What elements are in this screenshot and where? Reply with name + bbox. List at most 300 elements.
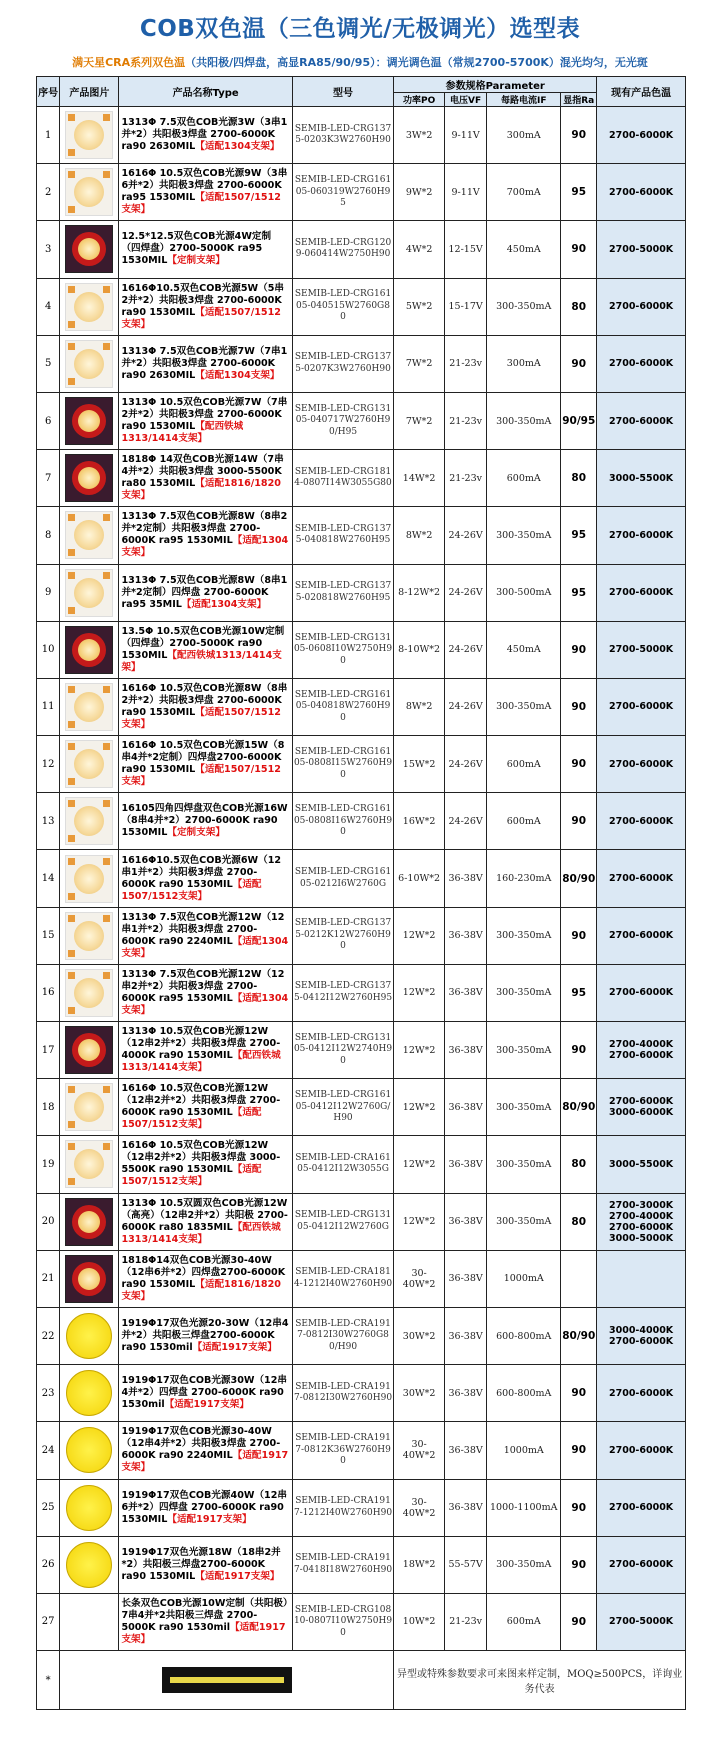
row-voltage: 15-17V [444, 278, 486, 335]
row-temp: 2700-5000K [597, 621, 686, 678]
row-power: 4W*2 [394, 221, 445, 278]
row-model: SEMIB-LED-CRA1917-0812K36W2760H90 [292, 1422, 393, 1479]
row-temp: 2700-6000K [597, 278, 686, 335]
row-temp: 2700-6000K [597, 164, 686, 221]
row-voltage: 36-38V [444, 1079, 486, 1136]
row-image [60, 392, 119, 449]
row-power: 12W*2 [394, 907, 445, 964]
row-current: 300-350mA [487, 1193, 561, 1250]
row-index: 16 [37, 964, 60, 1021]
table-row [37, 850, 686, 907]
row-name [119, 1250, 292, 1307]
row-voltage: 12-15V [444, 221, 486, 278]
row-name-text: 16105四角四焊盘双色COB光源16W（8串4并*2）2700-6000K ra90 1530MIL [121, 803, 288, 839]
row-voltage: 36-38V [444, 1479, 486, 1536]
row-name-tag: 【适配1507/1512支架】 [121, 1107, 262, 1131]
table-row [37, 1022, 686, 1079]
header-power: 功率PO [394, 93, 445, 107]
row-current: 450mA [487, 621, 561, 678]
cob-dark-thumbnail [65, 1026, 113, 1074]
row-voltage: 36-38V [444, 1136, 486, 1193]
row-power: 16W*2 [394, 793, 445, 850]
row-index: 20 [37, 1193, 60, 1250]
row-temp: 2700-3000K 2700-4000K 2700-6000K 3000-5000K [597, 1193, 686, 1250]
row-ra: 90 [561, 678, 597, 735]
row-ra: 80 [561, 1136, 597, 1193]
row-image [60, 1136, 119, 1193]
row-index: 6 [37, 392, 60, 449]
row-image [60, 907, 119, 964]
row-model: SEMIB-LED-CRG16105-040515W2760G80 [292, 278, 393, 335]
header-current: 每路电流IF [487, 93, 561, 107]
row-name-text: 1919Φ17双色COB光源30-40W（12串4并*2）共阳极3焊盘 2700-6000K ra90 2240MIL [121, 1426, 281, 1462]
row-model: SEMIB-LED-CRG16105-0808I16W2760H90 [292, 793, 393, 850]
row-index: 22 [37, 1307, 60, 1364]
row-index: 5 [37, 335, 60, 392]
row-current: 300-350mA [487, 1536, 561, 1593]
row-current: 600mA [487, 1593, 561, 1650]
row-name-text: 1616Φ 10.5双色COB光源12W（12串2并*2）共阳极3焊盘 3000-5500K ra90 1530MIL [121, 1140, 281, 1176]
row-power: 12W*2 [394, 964, 445, 1021]
row-ra: 95 [561, 507, 597, 564]
row-power: 3W*2 [394, 107, 445, 164]
custom-image [60, 1651, 394, 1710]
cob-white-thumbnail [65, 969, 113, 1017]
cob-dark-thumbnail [65, 626, 113, 674]
row-name [119, 850, 292, 907]
row-temp: 2700-6000K [597, 1365, 686, 1422]
row-ra: 90 [561, 1593, 597, 1650]
cob-yellow-thumbnail [64, 1540, 114, 1590]
row-image [60, 1422, 119, 1479]
row-ra: 90 [561, 907, 597, 964]
row-model: SEMIB-LED-CRG1375-0207K3W2760H90 [292, 335, 393, 392]
row-current: 1000mA [487, 1250, 561, 1307]
row-power: 12W*2 [394, 1022, 445, 1079]
row-model: SEMIB-LED-CRA1917-1212I40W2760H90 [292, 1479, 393, 1536]
row-name-tag: 【适配1816/1820支架】 [121, 478, 281, 502]
row-ra: 90 [561, 1479, 597, 1536]
row-image [60, 850, 119, 907]
row-model: SEMIB-LED-CRG16105-0412I12W2760G/H90 [292, 1079, 393, 1136]
row-image [60, 1079, 119, 1136]
row-power: 30W*2 [394, 1365, 445, 1422]
row-voltage: 36-38V [444, 1193, 486, 1250]
row-name [119, 164, 292, 221]
row-name [119, 392, 292, 449]
row-power: 30W*2 [394, 1307, 445, 1364]
row-model: SEMIB-LED-CRG1375-040818W2760H95 [292, 507, 393, 564]
table-row [37, 507, 686, 564]
row-model: SEMIB-LED-CRG16105-0212I6W2760G [292, 850, 393, 907]
row-index: 25 [37, 1479, 60, 1536]
row-ra: 80 [561, 1193, 597, 1250]
row-model: SEMIB-LED-CRA1917-0418I18W2760H90 [292, 1536, 393, 1593]
row-power: 8-10W*2 [394, 621, 445, 678]
row-model: SEMIB-LED-CRG13105-0608I10W2750H90 [292, 621, 393, 678]
row-power: 14W*2 [394, 450, 445, 507]
row-current: 1000mA [487, 1422, 561, 1479]
row-name-text: 1616Φ 10.5双色COB光源8W（8串2并*2）共阳极3焊盘 2700-6000K ra90 1530MIL [121, 682, 288, 718]
row-ra: 90/95 [561, 392, 597, 449]
row-power: 30-40W*2 [394, 1479, 445, 1536]
row-temp: 2700-6000K [597, 1422, 686, 1479]
table-row [37, 1593, 686, 1650]
row-image [60, 1365, 119, 1422]
row-voltage: 36-38V [444, 1365, 486, 1422]
row-current: 600-800mA [487, 1307, 561, 1364]
row-name-text: 1313Φ 10.5双色COB光源12W（12串2并*2）共阳极3焊盘 2700-4000K ra90 1530MIL [121, 1026, 281, 1062]
row-temp: 3000-4000K 2700-6000K [597, 1307, 686, 1364]
row-current: 600mA [487, 793, 561, 850]
row-temp: 2700-6000K [597, 107, 686, 164]
row-current: 300-350mA [487, 1136, 561, 1193]
row-name-text: 1616Φ 10.5双色COB光源15W（8串4并*2定制）四焊盘2700-6000K ra90 1530MIL [121, 740, 285, 776]
row-image [60, 221, 119, 278]
table-row [37, 678, 686, 735]
table-body [37, 107, 686, 1710]
row-ra: 90 [561, 736, 597, 793]
header-image: 产品图片 [60, 77, 119, 107]
row-temp: 2700-6000K [597, 964, 686, 1021]
row-index: 15 [37, 907, 60, 964]
row-index: 21 [37, 1250, 60, 1307]
row-power: 10W*2 [394, 1593, 445, 1650]
cob-white-thumbnail [65, 168, 113, 216]
row-model: SEMIB-LED-CRG13105-0412I12W2740H90 [292, 1022, 393, 1079]
cob-dark-thumbnail [65, 454, 113, 502]
row-name [119, 1079, 292, 1136]
row-index: 1 [37, 107, 60, 164]
row-current: 300-350mA [487, 678, 561, 735]
row-model: SEMIB-LED-CRG13105-0412I12W2760G [292, 1193, 393, 1250]
row-model: SEMIB-LED-CRG16105-0808I15W2760H90 [292, 736, 393, 793]
row-index: 24 [37, 1422, 60, 1479]
row-name-text: 1616Φ10.5双色COB光源6W（12串1并*2）共阳极3焊盘 2700-6000K ra90 1530MIL [121, 854, 282, 890]
row-image [60, 507, 119, 564]
row-power: 5W*2 [394, 278, 445, 335]
row-image [60, 564, 119, 621]
row-name [119, 1136, 292, 1193]
table-row [37, 1536, 686, 1593]
table-row-custom [37, 1651, 686, 1710]
row-temp: 2700-6000K [597, 736, 686, 793]
row-name-tag: 【配西铁城1313/1414支架】 [121, 649, 282, 673]
table-row [37, 335, 686, 392]
row-current: 300-350mA [487, 1079, 561, 1136]
row-name [119, 1022, 292, 1079]
row-ra: 80/90 [561, 850, 597, 907]
header-ra: 显指Ra [561, 93, 597, 107]
cob-white-thumbnail [65, 340, 113, 388]
cob-white-thumbnail [65, 511, 113, 559]
row-ra: 80 [561, 278, 597, 335]
row-power: 18W*2 [394, 1536, 445, 1593]
row-temp: 2700-6000K [597, 678, 686, 735]
page-subtitle [0, 54, 720, 70]
row-voltage: 36-38V [444, 1250, 486, 1307]
row-ra: 90 [561, 621, 597, 678]
table-row [37, 450, 686, 507]
cob-white-thumbnail [65, 797, 113, 845]
row-power: 7W*2 [394, 335, 445, 392]
row-ra: 90 [561, 1422, 597, 1479]
selection-table [36, 76, 686, 1710]
row-temp: 2700-6000K [597, 564, 686, 621]
row-model: SEMIB-LED-CRG1375-0212K12W2760H90 [292, 907, 393, 964]
row-temp: 2700-6000K [597, 1536, 686, 1593]
row-power: 6-10W*2 [394, 850, 445, 907]
table-row [37, 564, 686, 621]
row-power: 8W*2 [394, 678, 445, 735]
row-ra [561, 1250, 597, 1307]
row-name [119, 793, 292, 850]
row-name [119, 278, 292, 335]
table-row [37, 793, 686, 850]
table-row [37, 736, 686, 793]
row-index: 9 [37, 564, 60, 621]
row-voltage: 24-26V [444, 678, 486, 735]
row-index: 14 [37, 850, 60, 907]
row-ra: 95 [561, 164, 597, 221]
row-ra: 90 [561, 1365, 597, 1422]
row-image [60, 1479, 119, 1536]
header-model: 型号 [292, 77, 393, 107]
row-current: 700mA [487, 164, 561, 221]
row-name [119, 450, 292, 507]
led-strip-thumbnail [162, 1667, 292, 1693]
cob-white-thumbnail [65, 1140, 113, 1188]
row-voltage: 9-11V [444, 164, 486, 221]
row-power: 30-40W*2 [394, 1422, 445, 1479]
row-model: SEMIB-LED-CRG1209-060414W2750H90 [292, 221, 393, 278]
row-ra: 90 [561, 221, 597, 278]
row-name-text: 1818Φ14双色COB光源30-40W（12串6并*2）四焊盘2700-6000K ra90 1530MIL [121, 1254, 286, 1290]
row-name-tag: 【适配1304支架】 [181, 598, 267, 610]
row-name-tag: 【适配1917支架】 [121, 1450, 289, 1474]
row-name [119, 107, 292, 164]
row-name [119, 621, 292, 678]
row-name-text: 13.5Φ 10.5双色COB光源10W定制（四焊盘）2700-5000K ra90 1530MIL [121, 625, 285, 661]
row-name-tag: 【适配1917支架】 [195, 1570, 280, 1582]
row-current: 600-800mA [487, 1365, 561, 1422]
row-voltage: 9-11V [444, 107, 486, 164]
row-temp: 2700-6000K [597, 392, 686, 449]
table-row [37, 1307, 686, 1364]
row-temp: 2700-6000K 3000-6000K [597, 1079, 686, 1136]
row-ra: 90 [561, 107, 597, 164]
row-name [119, 507, 292, 564]
row-voltage: 24-26V [444, 564, 486, 621]
row-name-tag: 【适配1507/1512支架】 [121, 878, 262, 902]
custom-index: * [37, 1651, 60, 1710]
row-model: SEMIB-LED-CRG1375-020818W2760H95 [292, 564, 393, 621]
table-row [37, 107, 686, 164]
row-name-text: 1616Φ 10.5双色COB光源12W（12串2并*2）共阳极3焊盘 2700-6000K ra90 1530MIL [121, 1083, 281, 1119]
row-ra: 80/90 [561, 1307, 597, 1364]
row-model: SEMIB-LED-CRG16105-060319W2760H95 [292, 164, 393, 221]
header-index: 序号 [37, 77, 60, 107]
row-image [60, 793, 119, 850]
table-row [37, 164, 686, 221]
row-model: SEMIB-LED-CRG1375-0412I12W2760H95 [292, 964, 393, 1021]
row-model: SEMIB-LED-CRA1814-1212I40W2760H90 [292, 1250, 393, 1307]
row-name [119, 1536, 292, 1593]
row-power: 7W*2 [394, 392, 445, 449]
row-current: 300-350mA [487, 1022, 561, 1079]
row-ra: 95 [561, 964, 597, 1021]
table-row [37, 221, 686, 278]
cob-white-thumbnail [65, 740, 113, 788]
table-row [37, 392, 686, 449]
row-image [60, 1250, 119, 1307]
row-ra: 90 [561, 793, 597, 850]
row-index: 10 [37, 621, 60, 678]
row-current: 600mA [487, 736, 561, 793]
cob-yellow-thumbnail [64, 1368, 114, 1418]
row-name-tag: 【定制支架】 [167, 255, 225, 267]
row-voltage: 21-23v [444, 335, 486, 392]
row-name [119, 221, 292, 278]
table-row [37, 1136, 686, 1193]
row-current: 300-350mA [487, 278, 561, 335]
custom-note: 异型或特殊参数要求可来图来样定制，MOQ≥500PCS，详询业务代表 [394, 1651, 686, 1710]
table-row [37, 1079, 686, 1136]
row-image [60, 1593, 119, 1650]
header-voltage: 电压VF [444, 93, 486, 107]
cob-white-thumbnail [65, 569, 113, 617]
row-current: 300mA [487, 335, 561, 392]
row-name-text: 1313Φ 7.5双色COB光源7W（7串1并*2）共阳极3焊盘 2700-6000K ra90 2630MIL [121, 345, 288, 381]
row-name-tag: 【适配1917支架】 [121, 1621, 286, 1645]
row-voltage: 36-38V [444, 1307, 486, 1364]
row-ra: 90 [561, 1022, 597, 1079]
row-name [119, 335, 292, 392]
row-voltage: 36-38V [444, 1022, 486, 1079]
cob-white-thumbnail [65, 1083, 113, 1131]
row-ra: 80/90 [561, 1079, 597, 1136]
row-temp: 2700-5000K [597, 1593, 686, 1650]
row-temp: 2700-6000K [597, 850, 686, 907]
row-index: 27 [37, 1593, 60, 1650]
cob-dark-thumbnail [65, 1255, 113, 1303]
subtitle-series: 满天星CRA系列双色温 [72, 56, 186, 69]
row-model: SEMIB-LED-CRA1917-0812I30W2760G80/H90 [292, 1307, 393, 1364]
row-current: 300-500mA [487, 564, 561, 621]
row-name-tag: 【适配1917支架】 [167, 1513, 252, 1525]
row-image [60, 621, 119, 678]
row-name [119, 678, 292, 735]
row-name-text: 1313Φ 7.5双色COB光源8W（8串2并*2定制）共阳极3焊盘 2700-6000K ra95 1530MIL [121, 511, 288, 547]
row-name-tag: 【适配1304支架】 [195, 141, 280, 153]
row-current: 300-350mA [487, 907, 561, 964]
cob-white-thumbnail [65, 111, 113, 159]
row-current: 300-350mA [487, 507, 561, 564]
row-index: 23 [37, 1365, 60, 1422]
row-image [60, 107, 119, 164]
cob-white-thumbnail [65, 855, 113, 903]
row-power: 12W*2 [394, 1079, 445, 1136]
row-name-tag: 【适配1917支架】 [164, 1399, 249, 1411]
row-name [119, 1193, 292, 1250]
row-image [60, 164, 119, 221]
row-temp: 2700-6000K [597, 335, 686, 392]
row-name-text: 1919Φ17双色COB光源30W（12串4并*2）四焊盘 2700-6000K ra90 1530mil [121, 1375, 287, 1411]
row-image [60, 278, 119, 335]
row-name-text: 1616Φ 10.5双色COB光源9W（3串6并*2）共阳极3焊盘 2700-6000K ra95 1530MIL [121, 168, 288, 204]
row-name [119, 1365, 292, 1422]
row-ra: 90 [561, 335, 597, 392]
cob-white-thumbnail [65, 912, 113, 960]
row-name-text: 1313Φ 7.5双色COB光源3W（3串1并*2）共阳极3焊盘 2700-6000K ra90 2630MIL [121, 117, 288, 153]
cob-dark-thumbnail [65, 225, 113, 273]
row-index: 4 [37, 278, 60, 335]
row-voltage: 24-26V [444, 507, 486, 564]
table-row [37, 1479, 686, 1536]
row-name-text: 1313Φ 10.5双圆双色COB光源12W（高亮）（12串2并*2）共阳极 2700-6000K ra80 1835MIL [121, 1197, 288, 1233]
row-name-text: 1818Φ 14双色COB光源14W（7串4并*2）共阳极3焊盘 3000-5500K ra80 1530MIL [121, 454, 284, 490]
row-name-tag: 【适配1507/1512支架】 [121, 764, 281, 788]
row-voltage: 21-23v [444, 450, 486, 507]
cob-yellow-thumbnail [64, 1425, 114, 1475]
table-row [37, 278, 686, 335]
row-current: 300mA [487, 107, 561, 164]
cob-white-thumbnail [65, 283, 113, 331]
row-index: 12 [37, 736, 60, 793]
row-image [60, 1022, 119, 1079]
row-index: 8 [37, 507, 60, 564]
row-name-tag: 【适配1304支架】 [195, 369, 280, 381]
row-voltage: 21-23v [444, 1593, 486, 1650]
cob-yellow-thumbnail [64, 1311, 114, 1361]
row-current: 300-350mA [487, 392, 561, 449]
row-current: 1000-1100mA [487, 1479, 561, 1536]
row-voltage: 36-38V [444, 907, 486, 964]
row-index: 26 [37, 1536, 60, 1593]
header-temp: 现有产品色温 [597, 77, 686, 107]
row-voltage: 55-57V [444, 1536, 486, 1593]
row-name-tag: 【适配1304支架】 [121, 935, 289, 959]
row-index: 11 [37, 678, 60, 735]
row-name [119, 1307, 292, 1364]
row-temp: 2700-6000K [597, 507, 686, 564]
row-image [60, 1307, 119, 1364]
table-row [37, 1193, 686, 1250]
cob-yellow-thumbnail [64, 1483, 114, 1533]
row-temp: 2700-6000K [597, 793, 686, 850]
row-temp: 2700-6000K [597, 1479, 686, 1536]
row-name-tag: 【适配1917支架】 [192, 1342, 277, 1354]
row-image [60, 1536, 119, 1593]
row-voltage: 24-26V [444, 736, 486, 793]
row-image [60, 736, 119, 793]
row-name-tag: 【适配1507/1512支架】 [121, 192, 281, 216]
row-voltage: 36-38V [444, 964, 486, 1021]
row-image [60, 964, 119, 1021]
row-name-text: 1313Φ 7.5双色COB光源12W（12串1并*2）共阳极3焊盘 2700-6000K ra90 2240MIL [121, 911, 285, 947]
row-model: SEMIB-LED-CRG10810-0807I10W2750H90 [292, 1593, 393, 1650]
page-title: COB双色温（三色调光/无极调光）选型表 [139, 16, 581, 42]
row-name-tag: 【适配1304支架】 [121, 535, 289, 559]
row-name-text: 1919Φ17双色光源20-30W（12串4并*2）共阳极三焊盘2700-6000K ra90 1530mil [121, 1318, 289, 1354]
row-name-tag: 【适配1816/1820支架】 [121, 1278, 281, 1302]
row-voltage: 24-26V [444, 793, 486, 850]
row-power: 9W*2 [394, 164, 445, 221]
table-row [37, 1250, 686, 1307]
table-row [37, 621, 686, 678]
row-current: 600mA [487, 450, 561, 507]
row-name-tag: 【定制支架】 [167, 827, 225, 839]
